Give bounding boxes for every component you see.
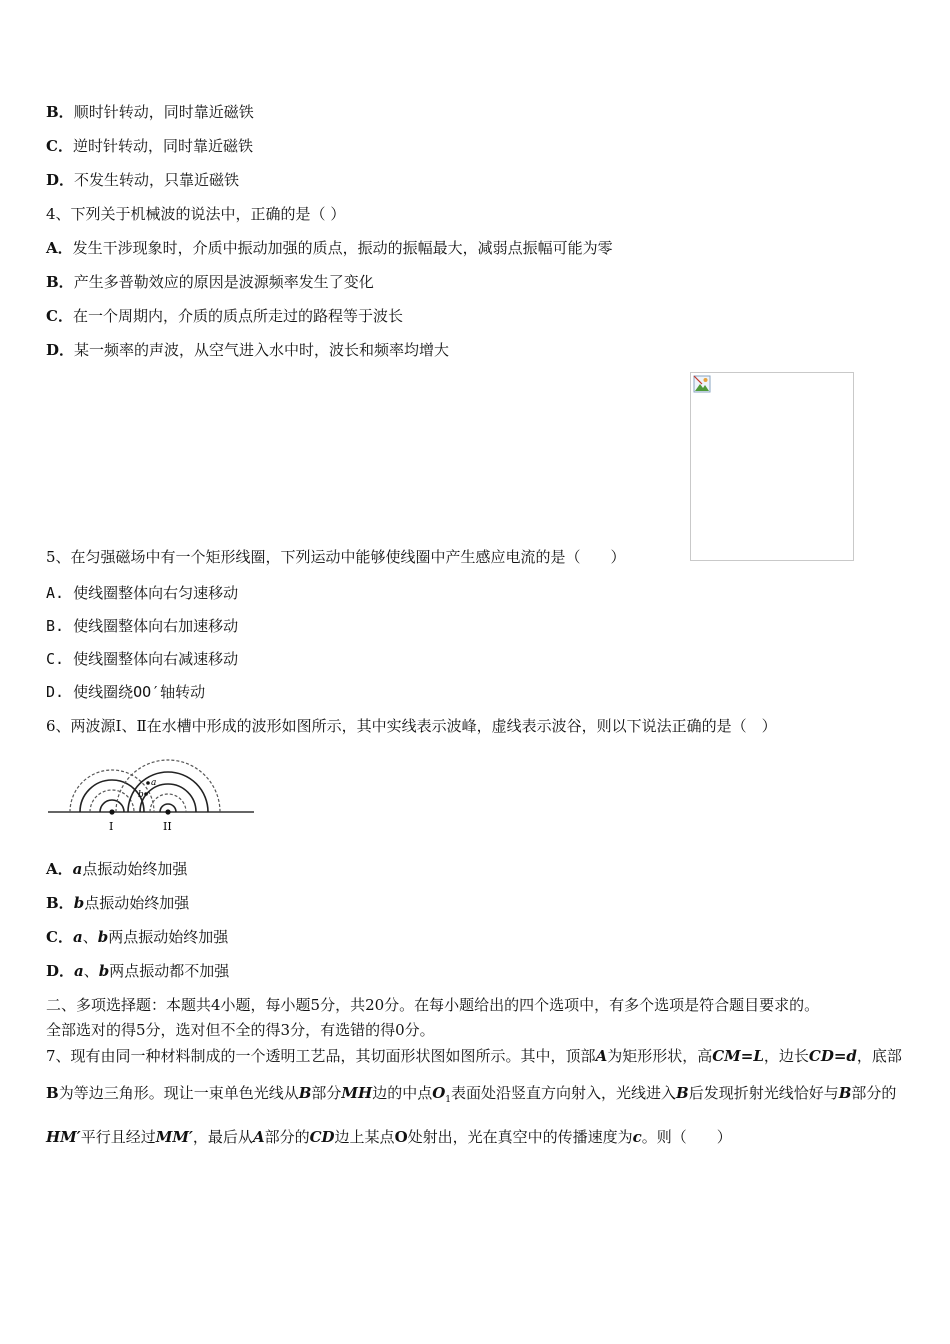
- q7-text: 后发现折射光线恰好与: [688, 1084, 839, 1102]
- q4-stem: 4、下列关于机械波的说法中，正确的是（ ）: [46, 205, 346, 223]
- q5-option-d: D. 使线圈绕OO′轴转动: [46, 683, 206, 701]
- q7-var: CM=L: [712, 1047, 764, 1065]
- q7-text: 平行且经过: [80, 1128, 156, 1146]
- q6-stem: 6、两波源Ⅰ、Ⅱ在水槽中形成的波形如图所示，其中实线表示波峰，虚线表示波谷，则以下说法正确的是（ ）: [46, 717, 777, 735]
- option-text: 两点振动始终加强: [108, 928, 229, 946]
- option-text: 两点振动都不加强: [109, 962, 230, 980]
- label-b: b: [138, 790, 144, 800]
- q7-subscript: 1: [445, 1095, 452, 1105]
- point-a-dot: [146, 781, 150, 785]
- section-2-instructions: [46, 993, 906, 1043]
- option-var: a: [72, 860, 83, 878]
- q6-option-b: [46, 893, 189, 913]
- q3-option-c: [46, 136, 253, 156]
- crest-II-2: [140, 784, 196, 812]
- option-var: b: [97, 928, 109, 946]
- option-label: D．: [46, 341, 75, 359]
- option-label: A．: [46, 239, 73, 257]
- q7-text: 部分: [311, 1084, 342, 1102]
- q7-text: 部分的: [264, 1128, 310, 1146]
- source-II-dot: [165, 809, 170, 814]
- q7-var: CD: [309, 1128, 335, 1146]
- q7-text: 边的中点: [372, 1084, 433, 1102]
- section-2-line-2: 全部选对的得5分，选对但不全的得3分，有选错的得0分。: [46, 1021, 435, 1039]
- trough-II-1: [150, 794, 186, 812]
- q7-var: O: [394, 1128, 408, 1146]
- q7-var: A: [595, 1047, 608, 1065]
- q6-option-c: [46, 927, 228, 947]
- option-text: 点振动始终加强: [84, 894, 190, 912]
- q7-text: 。则（ ）: [641, 1128, 732, 1146]
- q4-option-d: [46, 340, 449, 360]
- q4-option-a: [46, 238, 613, 258]
- q7-var: MM′: [155, 1128, 193, 1146]
- option-text: 逆时针转动，同时靠近磁铁: [72, 137, 253, 155]
- q6-option-d: [46, 961, 229, 981]
- q7-var: CD=d: [808, 1047, 857, 1065]
- q7-text: 表面处沿竖直方向射入，光线进入: [451, 1084, 677, 1102]
- option-label: A．: [46, 860, 73, 878]
- option-label: B．: [46, 273, 74, 291]
- section-2-line-1: 二、多项选择题：本题共4小题，每小题5分，共20分。在每小题给出的四个选项中，有多个选项是符合题目要求的。: [46, 996, 820, 1014]
- label-a: a: [151, 778, 157, 788]
- option-var: a: [72, 928, 83, 946]
- q7-text: 为等边三角形。现让一束单色光线从: [58, 1084, 299, 1102]
- q7-text: 为矩形形状，高: [607, 1047, 713, 1065]
- q5-option-c: C. 使线圈整体向右减速移动: [46, 650, 239, 668]
- q7-var: O: [432, 1084, 446, 1102]
- q5-stem: 5、在匀强磁场中有一个矩形线圈，下列运动中能够使线圈中产生感应电流的是（ ）: [46, 548, 626, 566]
- q7-text: 处射出，光在真空中的传播速度为: [407, 1128, 633, 1146]
- label-source-I: I: [109, 820, 114, 833]
- q7-text: ，最后从: [192, 1128, 253, 1146]
- option-label: C．: [46, 928, 73, 946]
- q7-stem: [46, 1038, 906, 1156]
- q5-option-a: A. 使线圈整体向右匀速移动: [46, 584, 239, 602]
- option-text: 点振动始终加强: [82, 860, 188, 878]
- option-var: b: [73, 894, 85, 912]
- option-label: D．: [46, 962, 75, 980]
- crest-I-2: [80, 780, 144, 812]
- q6-option-a: [46, 859, 187, 879]
- q4-option-b: [46, 272, 374, 292]
- q7-text: ，边长: [763, 1047, 809, 1065]
- q5-option-b: B. 使线圈整体向右加速移动: [46, 617, 239, 635]
- q7-text: 部分的: [851, 1084, 897, 1102]
- option-label: C．: [46, 137, 73, 155]
- option-text: 不发生转动，只靠近磁铁: [74, 171, 240, 189]
- q3-option-d: [46, 170, 239, 190]
- option-label: D．: [46, 171, 75, 189]
- broken-image-placeholder: [690, 372, 854, 561]
- option-text: 发生干涉现象时，介质中振动加强的质点，振动的振幅最大，减弱点振幅可能为零: [72, 239, 613, 257]
- q7-text: 边上某点: [334, 1128, 395, 1146]
- q7-text: 7、现有由同一种材料制成的一个透明工艺品，其切面形状图如图所示。其中，顶部: [46, 1047, 596, 1065]
- option-var: b: [98, 962, 110, 980]
- option-label: C．: [46, 307, 73, 325]
- option-label: B．: [46, 103, 74, 121]
- option-text: 某一频率的声波，从空气进入水中时，波长和频率均增大: [74, 341, 450, 359]
- q7-text: ，底部: [856, 1047, 902, 1065]
- q7-var: c: [632, 1128, 642, 1146]
- option-var: a: [74, 962, 84, 980]
- label-source-II: II: [163, 820, 172, 833]
- q7-var: B: [676, 1084, 689, 1102]
- option-text: 产生多普勒效应的原因是波源频率发生了变化: [73, 273, 374, 291]
- option-sep: 、: [83, 962, 99, 980]
- option-text: 在一个周期内，介质的质点所走过的路程等于波长: [72, 307, 403, 325]
- option-text: 顺时针转动，同时靠近磁铁: [73, 103, 254, 121]
- q7-var: B: [298, 1084, 312, 1102]
- q7-var: A: [252, 1128, 265, 1146]
- option-sep: 、: [82, 928, 98, 946]
- option-label: B．: [46, 894, 74, 912]
- source-I-dot: [109, 809, 114, 814]
- point-b-dot: [144, 792, 148, 796]
- wave-interference-figure: [46, 752, 258, 836]
- q7-var: MH: [341, 1084, 373, 1102]
- q7-var: HM′: [46, 1128, 81, 1146]
- q7-var: B: [46, 1084, 59, 1102]
- q3-option-b: [46, 102, 254, 122]
- broken-image-icon: [693, 375, 711, 393]
- q4-option-c: [46, 306, 403, 326]
- q7-var: B: [838, 1084, 852, 1102]
